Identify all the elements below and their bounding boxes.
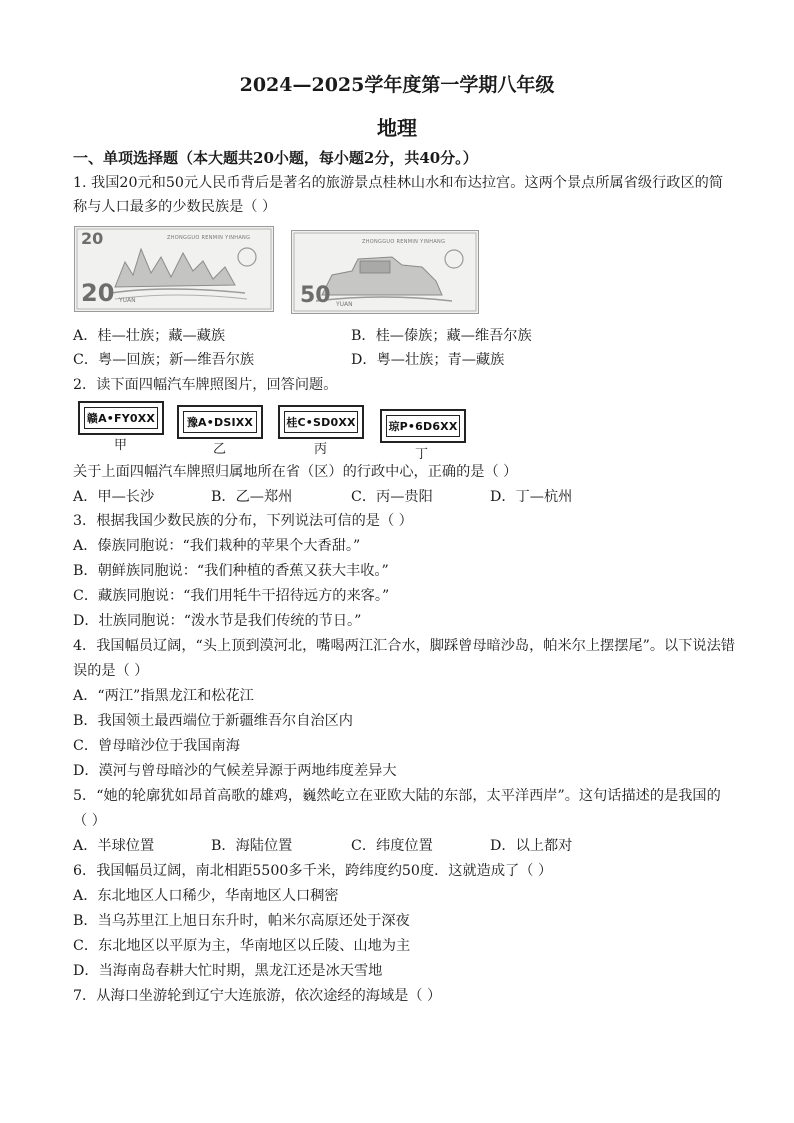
note20-corner-value: 20 xyxy=(81,229,104,248)
q1-option-c: C．粤—回族；新—维吾尔族 xyxy=(73,352,255,368)
q2-question: 关于上面四幅汽车牌照归属地所在省（区）的行政中心，正确的是（ ） xyxy=(73,464,518,480)
q7-stem: 7．从海口坐游轮到辽宁大连旅游，依次途经的海域是（ ） xyxy=(73,988,442,1004)
q1-option-a: A．桂—壮族；藏—藏族 xyxy=(73,328,226,344)
q5-stem-line1: 5．“她的轮廓犹如昂首高歌的雄鸡，巍然屹立在亚欧大陆的东部，太平洋西岸”。这句话描述的是我国的 xyxy=(73,788,721,804)
q3-stem: 3．根据我国少数民族的分布，下列说法可信的是（ ） xyxy=(73,513,413,529)
q6-option-a: A．东北地区人口稀少，华南地区人口稠密 xyxy=(73,888,339,904)
note20-unit: YUAN xyxy=(119,297,136,304)
banknote-50-image xyxy=(291,230,479,314)
q3-option-d: D．壮族同胞说：“泼水节是我们传统的节日。” xyxy=(73,613,362,629)
q6-option-c: C．东北地区以平原为主，华南地区以丘陵、山地为主 xyxy=(73,938,411,954)
q2-option-b: B．乙—郑州 xyxy=(211,489,293,505)
q4-option-d: D．漠河与曾母暗沙的气候差异源于两地纬度差异大 xyxy=(73,763,397,779)
q2-stem: 2．读下面四幅汽车牌照图片，回答问题。 xyxy=(73,377,338,393)
q3-option-b: B．朝鲜族同胞说：“我们种植的香蕉又获大丰收。” xyxy=(73,563,389,579)
q5-option-a: A．半球位置 xyxy=(73,838,155,854)
q6-option-b: B．当乌苏里江上旭日东升时，帕米尔高原还处于深夜 xyxy=(73,913,410,929)
plate-jia-text: 赣A•FY0XX xyxy=(84,407,158,429)
q6-option-d: D．当海南岛春耕大忙时期，黑龙江还是冰天雪地 xyxy=(73,963,383,979)
plate-yi-text: 豫A•DSIXX xyxy=(183,411,257,433)
q3-option-a: A．傣族同胞说：“我们栽种的苹果个大香甜。” xyxy=(73,538,361,554)
q4-option-b: B．我国领土最西端位于新疆维吾尔自治区内 xyxy=(73,713,353,729)
q6-stem: 6．我国幅员辽阔，南北相距5500多千米，跨纬度约50度．这就造成了（ ） xyxy=(73,863,553,879)
note20-value: 20 xyxy=(81,279,115,307)
plate-jia xyxy=(78,401,164,435)
note50-value: 50 xyxy=(300,283,331,308)
plate-yi xyxy=(177,405,263,439)
plate-bing-text: 桂C•SD0XX xyxy=(284,411,358,433)
exam-title: 2024—2025学年度第一学期八年级 xyxy=(239,74,555,96)
plate-bing xyxy=(278,405,364,439)
q4-stem-line1: 4．我国幅员辽阔，“头上顶到漠河北，嘴喝两江汇合水，脚踩曾母暗沙岛，帕米尔上摆摆尾”。以下说法错 xyxy=(73,638,735,654)
plate-jia-label: 甲 xyxy=(114,438,128,453)
q5-option-b: B．海陆位置 xyxy=(211,838,293,854)
q5-option-c: C．纬度位置 xyxy=(351,838,433,854)
q4-option-c: C．曾母暗沙位于我国南海 xyxy=(73,738,240,754)
section-heading: 一、单项选择题（本大题共20小题，每小题2分，共40分。） xyxy=(73,149,478,167)
q2-option-a: A．甲—长沙 xyxy=(73,489,155,505)
banknote-20-image xyxy=(74,226,274,312)
q5-stem-line2: （ ） xyxy=(73,813,106,829)
q4-option-a: A．“两江”指黑龙江和松花江 xyxy=(73,688,254,704)
q2-option-d: D．丁—杭州 xyxy=(490,489,573,505)
q1-stem-line2: 称与人口最多的少数民族是（ ） xyxy=(73,199,277,215)
plate-ding-text: 琼P•6D6XX xyxy=(386,415,460,437)
q3-option-c: C．藏族同胞说：“我们用牦牛干招待远方的来客。” xyxy=(73,588,390,604)
q1-stem-line1: 1. 我国20元和50元人民币背后是著名的旅游景点桂林山水和布达拉宫。这两个景点所属省级行政区的简 xyxy=(73,175,724,191)
q2-option-c: C．丙—贵阳 xyxy=(351,489,433,505)
plate-ding-label: 丁 xyxy=(415,447,429,462)
subject-title: 地理 xyxy=(377,116,417,140)
q5-option-d: D．以上都对 xyxy=(490,838,573,854)
plate-bing-label: 丙 xyxy=(314,442,328,457)
note50-brand: ZHONGGUO RENMIN YINHANG xyxy=(362,239,446,245)
q1-option-b: B．桂—傣族；藏—维吾尔族 xyxy=(351,328,532,344)
q1-option-d: D．粤—壮族；青—藏族 xyxy=(351,352,505,368)
note50-unit: YUAN xyxy=(336,301,353,308)
plate-yi-label: 乙 xyxy=(213,442,227,457)
plate-ding xyxy=(380,409,466,443)
q4-stem-line2: 误的是（ ） xyxy=(73,663,149,679)
note20-brand: ZHONGGUO RENMIN YINHANG xyxy=(167,235,251,241)
